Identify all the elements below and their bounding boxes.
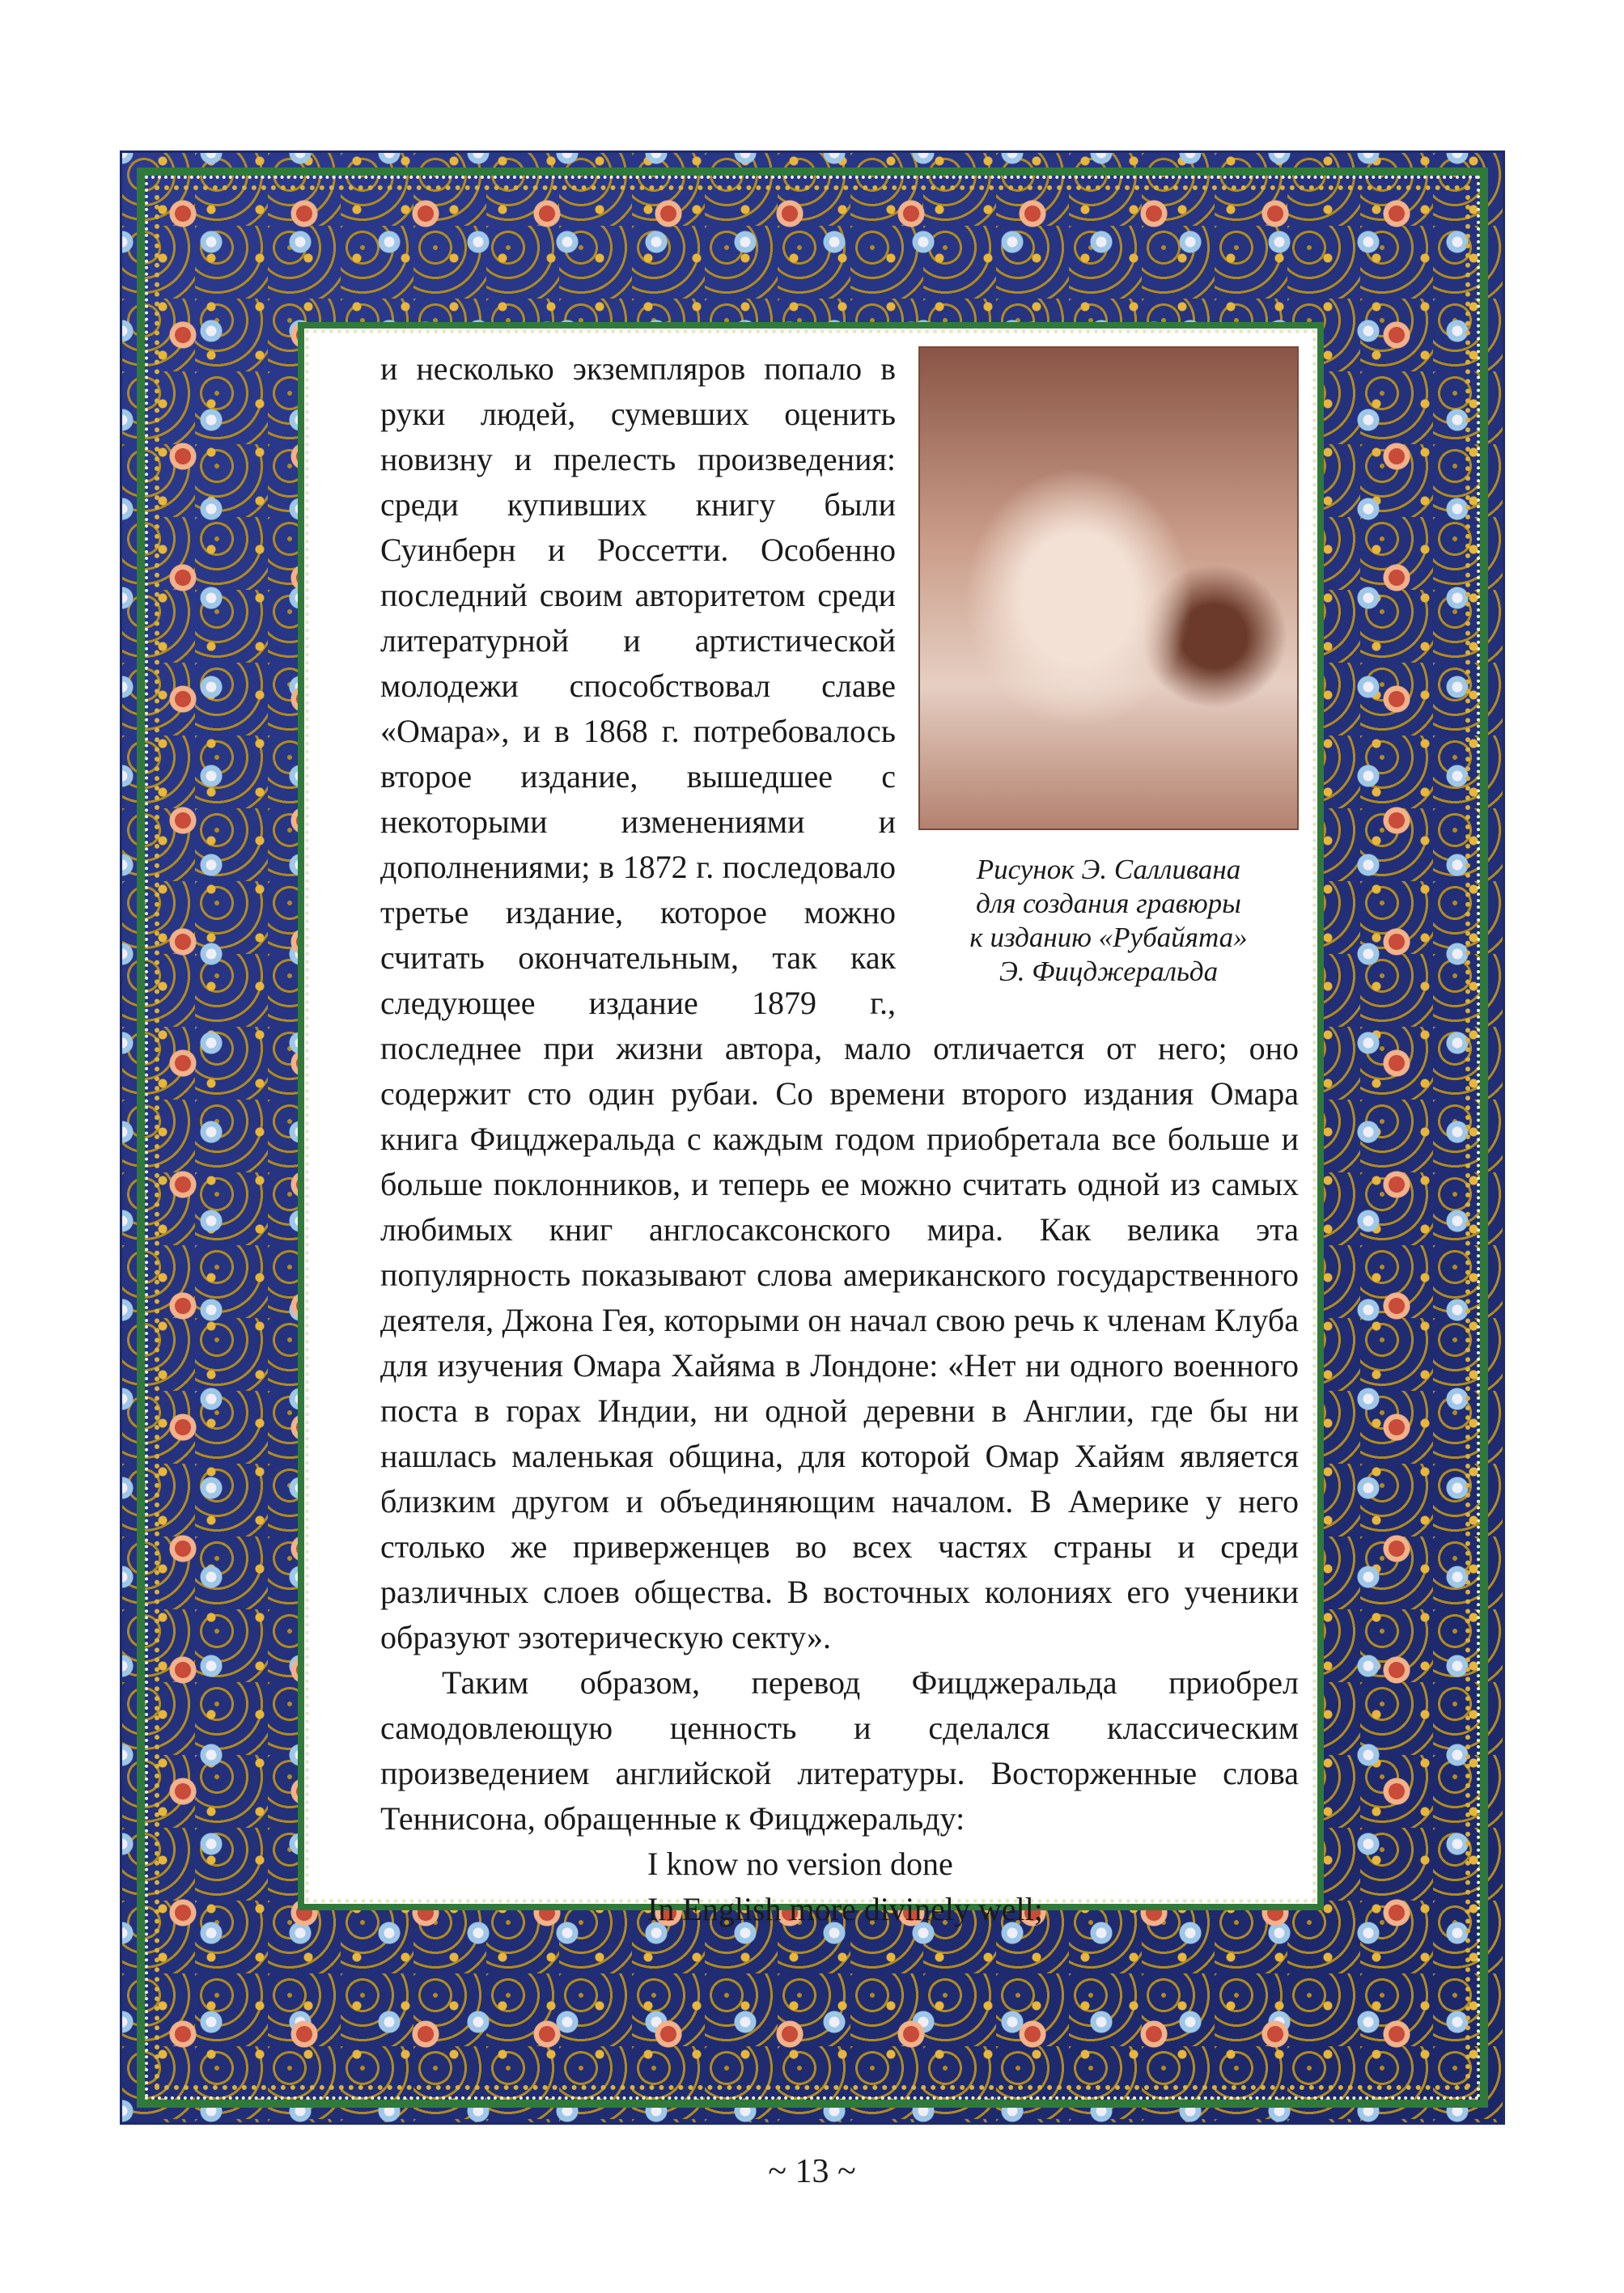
verse-line: In English more divinely well; xyxy=(647,1891,1043,1927)
figure-caption xyxy=(918,853,1299,989)
page-text xyxy=(380,346,1299,1932)
figure xyxy=(918,346,1299,989)
verse-line: I know no version done xyxy=(647,1846,953,1882)
page-number: ~ 13 ~ xyxy=(768,2153,856,2190)
caption-line: для создания гравюры xyxy=(976,888,1241,919)
body-paragraph: и несколько экземпляров попало в руки людей, сумевших оценить новизну и прелесть произведения: среди купивших книгу были Суинберн и Россетти. Особенно последний своим авторитетом среди литературной и артистической молодежи способствовал славе «Омара», и в 1868 г. потребовалось второе издание, вышедшее с некоторыми изменениями и дополнениями; в 1872 г. последовало третье издание, которое можно считать окончательным, так как следующее издание 1879 г., последнее при жизни автора, мало отличается от него; оно содержит сто один рубаи. Со времени второго издания Омара книга Фицджеральда с каждым годом приобретала все больше и больше поклонников, и теперь ее можно считать одной из самых любимых книг англосаксонского мира. Как велика эта популярность показывают слова американского государственного деятеля, Джона Гея, которыми он начал свою речь к членам Клуба для изучения Омара Хайяма в Лондоне: «Нет ни одного военного поста в горах Индии, ни одной деревни в Англии, где бы ни нашлась маленькая община, для которой Омар Хайям является близким другом и объединяющим началом. В Америке у него столько же приверженцев во всех частях страны и среди различных слоев общества. В восточных колониях его ученики образуют эзотерическую секту». xyxy=(380,350,1299,1655)
body-paragraph: Таким образом, перевод Фицджеральда приобрел самодовлеющую ценность и сделался классическим произведением английской литературы. Восторженные слова Теннисона, обращенные к Фицджеральду: xyxy=(380,1664,1299,1837)
engraving-illustration xyxy=(918,346,1299,830)
caption-line: Э. Фицджеральда xyxy=(999,956,1219,987)
caption-line: Рисунок Э. Салливана xyxy=(976,854,1241,885)
caption-line: к изданию «Рубайята» xyxy=(969,922,1248,953)
